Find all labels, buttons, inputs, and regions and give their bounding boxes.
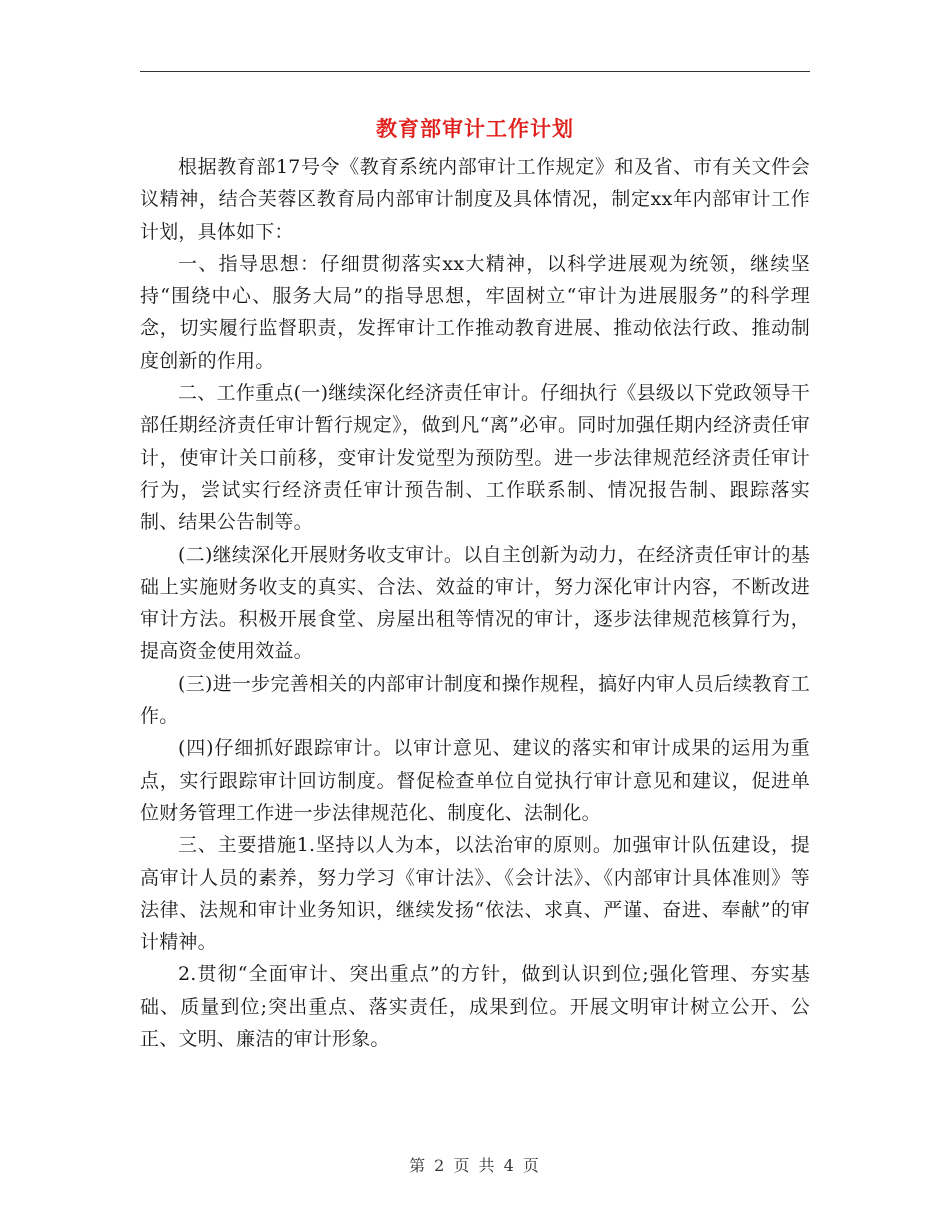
paragraph-intro: 根据教育部17号令《教育系统内部审计工作规定》和及省、市有关文件会议精神，结合芙蓉区教育局内部审计制度及具体情况，制定xx年内部审计工作计划，具体如下：	[140, 156, 810, 243]
header-rule	[140, 71, 810, 72]
paragraph-work-focus-1: 二、工作重点(一)继续深化经济责任审计。仔细执行《县级以下党政领导干部任期经济责任审计暂行规定》，做到凡“离”必审。同时加强任期内经济责任审计，使审计关口前移，变审计发觉型为预防型。进一步法律规范经济责任审计行为，尝试实行经济责任审计预告制、工作联系制、情况报告制、跟踪落实制、结果公告制等。	[140, 382, 810, 534]
paragraph-work-focus-4: (四)仔细抓好跟踪审计。以审计意见、建议的落实和审计成果的运用为重点，实行跟踪审计回访制度。督促检查单位自觉执行审计意见和建议，促进单位财务管理工作进一步法律规范化、制度化、法制化。	[140, 737, 810, 824]
document-body	[140, 151, 810, 1055]
paragraph-measures-1: 三、主要措施1.坚持以人为本，以法治审的原则。加强审计队伍建设，提高审计人员的素养，努力学习《审计法》、《会计法》、《内部审计具体准则》等法律、法规和审计业务知识，继续发扬“依法、求真、严谨、奋进、奉献”的审计精神。	[140, 834, 810, 954]
paragraph-work-focus-3: (三)进一步完善相关的内部审计制度和操作规程，搞好内审人员后续教育工作。	[140, 672, 810, 728]
paragraph-measures-2: 2.贯彻“全面审计、突出重点”的方针，做到认识到位;强化管理、夯实基础、质量到位;突出重点、落实责任，成果到位。开展文明审计树立公开、公正、文明、廉洁的审计形象。	[140, 963, 810, 1051]
page-number-footer: 第 2 页 共 4 页	[409, 1156, 541, 1175]
paragraph-work-focus-2: (二)继续深化开展财务收支审计。以自主创新为动力，在经济责任审计的基础上实施财务收支的真实、合法、效益的审计，努力深化审计内容，不断改进审计方法。积极开展食堂、房屋出租等情况的审计，逐步法律规范核算行为，提高资金使用效益。	[140, 543, 810, 663]
paragraph-guiding-thought: 一、指导思想：仔细贯彻落实xx大精神，以科学进展观为统领，继续坚持“围绕中心、服务大局”的指导思想，牢固树立“审计为进展服务”的科学理念，切实履行监督职责，发挥审计工作推动教育进展、推动依法行政、推动制度创新的作用。	[140, 252, 810, 372]
document-title: 教育部审计工作计划	[376, 116, 574, 141]
